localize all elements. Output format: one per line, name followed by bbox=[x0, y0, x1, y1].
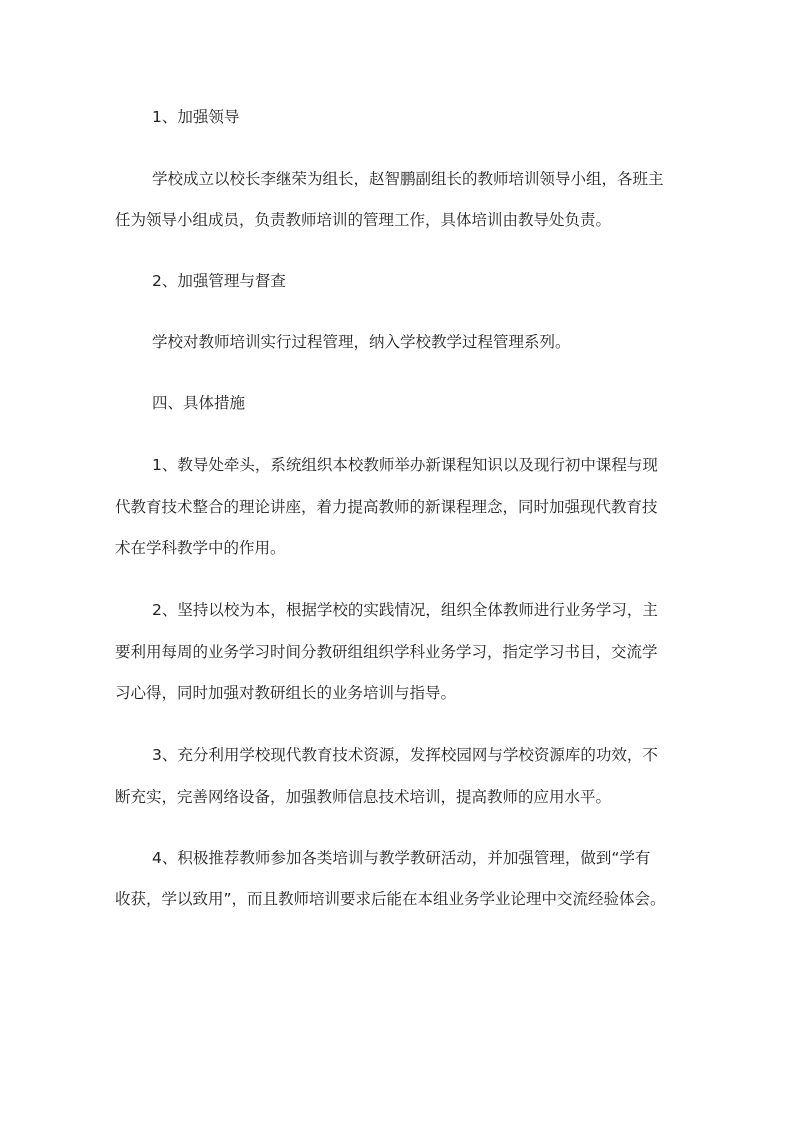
heading-strengthen-leadership: 1、加强领导 bbox=[152, 108, 240, 126]
paragraph-line: 代教育技术整合的理论讲座，着力提高教师的新课程理念，同时加强现代教育技 bbox=[115, 498, 658, 516]
paragraph-line: 1、教导处牵头，系统组织本校教师举办新课程知识以及现行初中课程与现 bbox=[152, 456, 658, 474]
heading-management-supervision: 2、加强管理与督查 bbox=[152, 272, 286, 290]
paragraph-line: 4、积极推荐教师参加各类培训与教学教研活动，并加强管理，做到“学有 bbox=[152, 849, 651, 867]
paragraph-line: 要利用每周的业务学习时间分教研组组织学科业务学习，指定学习书目，交流学 bbox=[115, 643, 658, 661]
paragraph-line: 学校成立以校长李继荣为组长，赵智鹏副组长的教师培训领导小组，各班主 bbox=[152, 170, 664, 188]
paragraph-line: 术在学科教学中的作用。 bbox=[115, 539, 286, 557]
paragraph-line: 3、充分利用学校现代教育技术资源，发挥校园网与学校资源库的功效，不 bbox=[152, 746, 658, 764]
paragraph-line: 2、坚持以校为本，根据学校的实践情况，组织全体教师进行业务学习，主 bbox=[152, 601, 658, 619]
paragraph-line: 习心得，同时加强对教研组长的业务培训与指导。 bbox=[115, 684, 457, 702]
heading-specific-measures: 四、具体措施 bbox=[152, 394, 246, 412]
paragraph-line: 任为领导小组成员，负责教师培训的管理工作，具体培训由教导处负责。 bbox=[115, 211, 612, 229]
paragraph-line: 收获，学以致用”，而且教师培训要求后能在本组业务学业论理中交流经验体会。 bbox=[115, 890, 666, 908]
paragraph-line: 断充实，完善网络设备，加强教师信息技术培训，提高教师的应用水平。 bbox=[115, 788, 612, 806]
paragraph-line: 学校对教师培训实行过程管理，纳入学校教学过程管理系列。 bbox=[152, 333, 571, 351]
